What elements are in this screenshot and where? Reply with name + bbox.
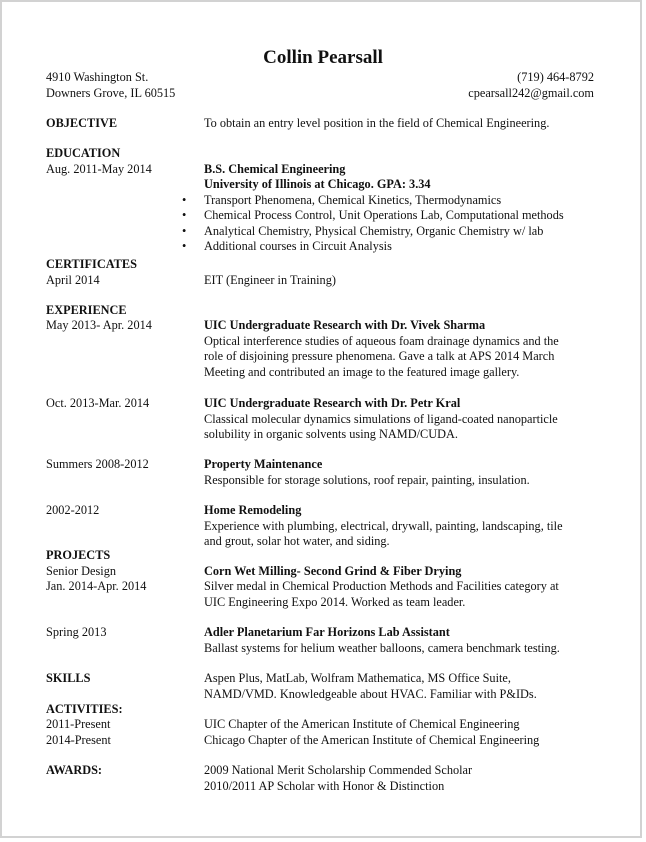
experience-details xyxy=(204,396,604,443)
certificates-heading: CERTIFICATES xyxy=(46,257,137,271)
address-block xyxy=(46,70,175,101)
awards-details xyxy=(204,763,604,794)
project-details xyxy=(204,625,604,656)
project-line: Silver medal in Chemical Production Methods and Facilities category at xyxy=(204,579,559,593)
activity-text: UIC Chapter of the American Institute of Chemical Engineering xyxy=(204,717,520,731)
experience-title: UIC Undergraduate Research with Dr. Petr Kral xyxy=(204,396,461,410)
experience-line: and grout, solar hot water, and siding. xyxy=(204,534,390,548)
experience-line: Optical interference studies of aqueous foam drainage dynamics and the xyxy=(204,333,559,348)
projects-left xyxy=(46,548,196,595)
objective-text: To obtain an entry level position in the field of Chemical Engineering. xyxy=(204,116,550,130)
experience-details xyxy=(204,318,604,380)
objective-heading: OBJECTIVE xyxy=(46,116,118,130)
activity-text: Chicago Chapter of the American Institute of Chemical Engineering xyxy=(204,732,540,747)
candidate-name: Collin Pearsall xyxy=(263,47,383,68)
education-details xyxy=(204,162,604,255)
email-address: cpearsall242@gmail.com xyxy=(468,85,594,100)
experience-line: role of disjoining pressure phenomena. Gave a talk at APS 2014 March xyxy=(204,349,555,363)
experience-line: Responsible for storage solutions, roof repair, painting, insulation. xyxy=(204,472,530,487)
experience-title: UIC Undergraduate Research with Dr. Vivek Sharma xyxy=(204,318,486,332)
award-line: 2010/2011 AP Scholar with Honor & Distinction xyxy=(204,778,445,793)
experience-date: Oct. 2013-Mar. 2014 xyxy=(46,396,150,410)
experience-line: Classical molecular dynamics simulations of ligand-coated nanoparticle xyxy=(204,411,558,426)
project-details xyxy=(204,564,604,611)
project-date: Jan. 2014-Apr. 2014 xyxy=(46,579,147,593)
skills-line: Aspen Plus, MatLab, Wolfram Mathematica, MS Office Suite, xyxy=(204,671,511,685)
experience-date: 2002-2012 xyxy=(46,503,100,517)
activity-date: 2014-Present xyxy=(46,732,111,747)
education-left xyxy=(46,146,196,177)
list-item: • Transport Phenomena, Chemical Kinetics, Thermodynamics xyxy=(204,193,604,209)
list-item: • Chemical Process Control, Unit Operations Lab, Computational methods xyxy=(204,208,604,224)
skills-heading: SKILLS xyxy=(46,671,91,685)
skills-line: NAMD/VMD. Knowledgeable about HVAC. Familiar with P&IDs. xyxy=(204,686,537,701)
project-line: Ballast systems for helium weather balloons, camera benchmark testing. xyxy=(204,640,560,655)
list-item: • Additional courses in Circuit Analysis xyxy=(204,239,604,255)
experience-details xyxy=(204,457,604,488)
experience-details xyxy=(204,503,604,550)
activities-heading: ACTIVITIES: xyxy=(46,702,123,716)
project-title: Corn Wet Milling- Second Grind & Fiber Drying xyxy=(204,563,462,578)
address-line-2: Downers Grove, IL 60515 xyxy=(46,85,176,100)
experience-date: May 2013- Apr. 2014 xyxy=(46,318,152,332)
project-line: UIC Engineering Expo 2014. Worked as team leader. xyxy=(204,594,466,609)
address-line-1: 4910 Washington St. xyxy=(46,70,149,84)
experience-heading: EXPERIENCE xyxy=(46,303,127,317)
phone-number: (719) 464-8792 xyxy=(517,70,594,84)
projects-heading: PROJECTS xyxy=(46,548,111,562)
project-date: Spring 2013 xyxy=(46,625,107,639)
contact-block xyxy=(468,70,594,101)
activity-date: 2011-Present xyxy=(46,717,111,731)
experience-date: Summers 2008-2012 xyxy=(46,457,149,471)
education-date: Aug. 2011-May 2014 xyxy=(46,161,152,176)
experience-line: Meeting and contributed an image to the featured image gallery. xyxy=(204,364,520,379)
experience-line: solubility in organic solvents using NAMD/CUDA. xyxy=(204,427,458,441)
experience-title: Home Remodeling xyxy=(204,503,302,517)
awards-heading: AWARDS: xyxy=(46,763,103,777)
certificates-text: EIT (Engineer in Training) xyxy=(204,272,336,287)
coursework-list xyxy=(204,193,604,255)
education-degree: B.S. Chemical Engineering xyxy=(204,161,346,176)
certificates-left xyxy=(46,257,196,288)
list-item: • Analytical Chemistry, Physical Chemistry, Organic Chemistry w/ lab xyxy=(204,224,604,240)
skills-details xyxy=(204,671,604,702)
award-line: 2009 National Merit Scholarship Commended Scholar xyxy=(204,763,473,777)
education-heading: EDUCATION xyxy=(46,146,121,160)
certificates-date: April 2014 xyxy=(46,272,100,287)
project-date: Senior Design xyxy=(46,563,117,578)
project-title: Adler Planetarium Far Horizons Lab Assistant xyxy=(204,625,450,639)
education-school: University of Illinois at Chicago. GPA: 3.34 xyxy=(204,177,431,191)
experience-line: Experience with plumbing, electrical, drywall, painting, landscaping, tile xyxy=(204,518,563,533)
experience-title: Property Maintenance xyxy=(204,457,323,471)
